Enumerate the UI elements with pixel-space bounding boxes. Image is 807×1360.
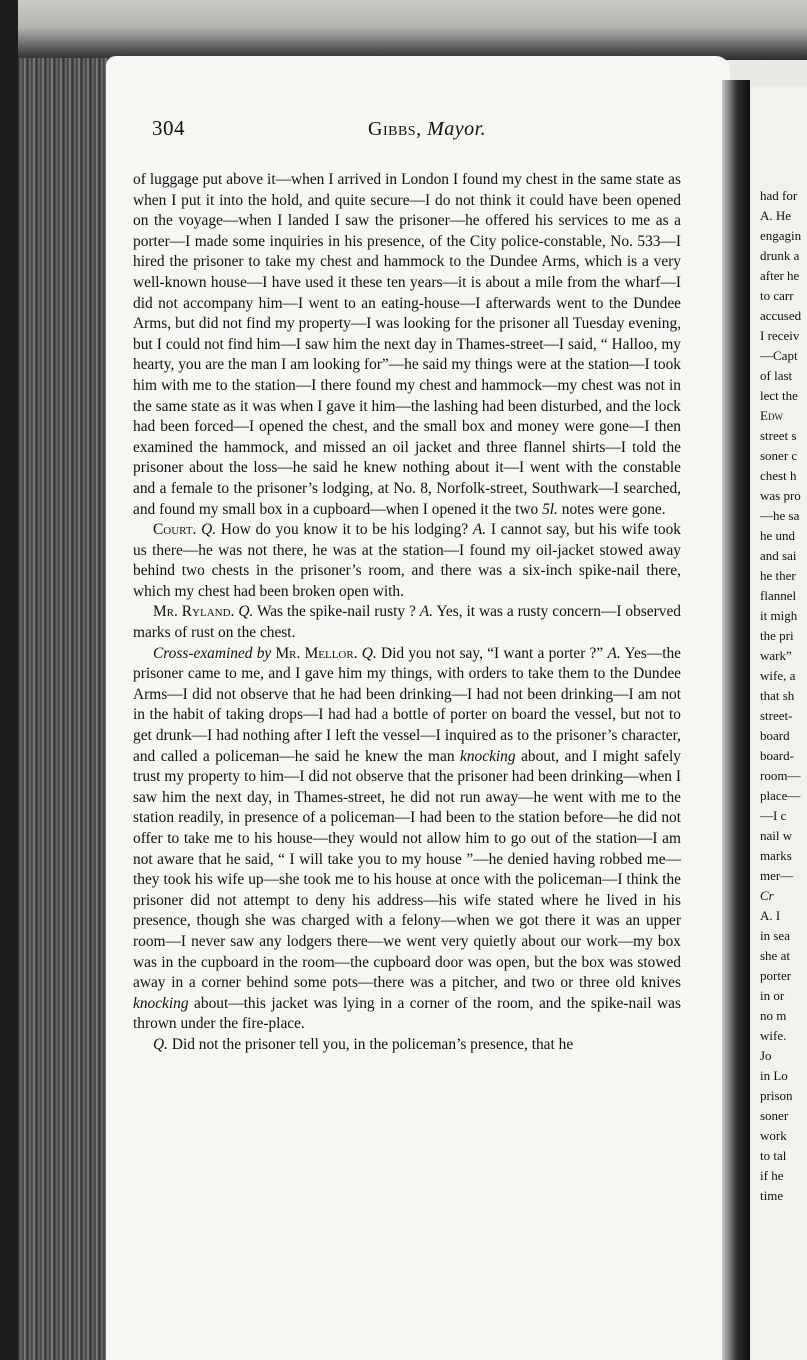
right-page-line: A. I: [760, 908, 781, 923]
answer-marker: A.: [419, 603, 433, 621]
right-page-line: prison: [760, 1088, 793, 1103]
question-text: Did not the prisoner tell you, in the policeman’s presence, that he: [171, 1035, 574, 1053]
right-page-line: mer—: [760, 868, 794, 883]
right-page-line: street s: [760, 428, 797, 443]
right-page-line: street-: [760, 708, 793, 723]
speaker-ryland: Mr. Ryland.: [153, 603, 235, 621]
right-page-line: that sh: [760, 688, 795, 703]
answer-marker: A.: [472, 521, 487, 539]
right-page-line: wark”: [760, 648, 792, 663]
right-page-line: in sea: [760, 928, 790, 943]
right-page-line: drunk a: [760, 248, 800, 263]
right-page-line: porter: [760, 968, 792, 983]
answer-text: Yes, it was a rusty concern—I observed marks of rust on the chest.: [133, 603, 681, 642]
right-page-line: marks: [760, 848, 792, 863]
speaker-mellor: Mr. Mellor.: [275, 644, 358, 662]
right-page-line: Cr: [760, 888, 774, 903]
answer-marker: A.: [607, 644, 621, 662]
question-text: Did you not say, “I want a porter ?”: [381, 644, 604, 662]
book-background-top: [0, 0, 807, 60]
right-page-line: in or: [760, 988, 785, 1003]
right-page-line: I receiv: [760, 328, 800, 343]
knocking-word: knocking: [133, 994, 189, 1012]
book-outer-edge: [0, 0, 18, 1360]
answer-text-end: about—this jacket was lying in a corner of the room, and the spike-nail was thrown under the fire-place.: [133, 994, 681, 1033]
right-page-line: accused: [760, 308, 802, 323]
right-page-line: to tal: [760, 1148, 787, 1163]
right-page-line: flannel: [760, 588, 797, 603]
testimony-text: of luggage put above it—when I arrived in London I found my chest in the same state as when I put it into the hold, and quite secure—I do not think it could have been opened on the voyage—when I landed I saw the prisoner—he offered his services to me as a porter—I made some inquiries in his presence, of the City police-constable, No. 533—I hired the prisoner to take my chest and hammock to the Dundee Arms, which is a very well-known house—I have used it these ten years—it is about a mile from the wharf—I did not accompany him—I went to an eating-house—I afterwards went to the Dundee Arms, but did not find my property—I was looking for the prisoner all Tuesday evening, but I could not find him—I saw him the next day in Thames-street—I said, “ Halloo, my hearty, you are the man I am looking for”—he said my things were at the station—I took him with me to the station—I there found my chest and hammock—my chest was not in the same state as it was when I gave it him—the lashing had been disturbed, and the lock had been forced—I opened the chest, and the small box and money were gone—I then examined the hammock, and missed an oil jacket and three flannel shirts—I told the prisoner about the loss—he said he knew nothing about it—I went with the constable and a female to the prisoner’s lodging, at No. 8, Norfolk-street, Southwark—I searched, and found my small box in a cupboard—when I opened it the two: [133, 171, 681, 518]
answer-text: Yes—the prisoner came to me, and I gave him my things, with orders to take them to the Dundee Arms—I did not observe that he had been drinking—I had not been drinking—I am not in the habit of taking drops—I had had a bottle of porter on board the vessel, but not to get drunk—I had nothing after I left the vessel—I inquired as to the prisoner’s character, and called a policeman—he said he knew the man: [133, 644, 681, 765]
right-page-line: he und: [760, 528, 796, 543]
right-page-line: after he: [760, 268, 800, 283]
right-page-line: if he: [760, 1168, 784, 1183]
question-marker: Q.: [201, 521, 217, 539]
right-page-line: the pri: [760, 628, 794, 643]
right-page-line: —he sa: [760, 508, 800, 523]
speaker-court: Court.: [153, 521, 197, 539]
right-page-line: she at: [760, 948, 790, 963]
right-page-line: work: [760, 1128, 787, 1143]
right-page-line: he ther: [760, 568, 796, 583]
right-page-line: time: [760, 1188, 784, 1203]
right-page-line: it migh: [760, 608, 798, 623]
right-page-line: —Capt: [760, 348, 798, 363]
knocking-word: knocking: [460, 747, 516, 765]
paragraph-testimony: [133, 170, 681, 520]
right-page-line: wife, a: [760, 668, 796, 683]
right-page-line: had for: [760, 188, 798, 203]
right-page-line: soner c: [760, 448, 798, 463]
question-marker: Q.: [153, 1035, 168, 1053]
right-page: [750, 86, 807, 1360]
question-text: Was the spike-nail rusty ?: [256, 603, 416, 621]
page-number: 304: [152, 116, 185, 140]
right-page-line: —I c: [760, 808, 787, 823]
paragraph-cross-examination: [133, 644, 681, 1035]
right-page-line: Edw: [760, 408, 783, 423]
right-page-line: lect the: [760, 388, 798, 403]
right-page-line: of last: [760, 368, 793, 383]
right-page-line: chest h: [760, 468, 797, 483]
right-page-line: A. He: [760, 208, 792, 223]
testimony-end: notes were gone.: [561, 500, 666, 518]
question-marker: Q.: [361, 644, 377, 662]
right-page-line: to carr: [760, 288, 794, 303]
answer-text-continued: about, and I might safely trust my property to him—I did not observe that the prisoner had been drinking—when I saw him the next day, in Thames-street, he did not run away—he went with me to the station readily, in presence of a policeman—I had been to the station before—he did not offer to take me to his house—they would not allow him to go out of the station—I am not aware that he said, “ I will take you to my house ”—he denied having robbed me—they took his wife up—she took me to his house at once with the policeman—I think the prisoner did not attempt to deny his address—his wife stated where he lived in his presence, though she was charged with a felony—when we got there it was an upper room—I never saw any lodgers there—we went very quietly about our work—my box was in the cupboard in the room—the cupboard door was open, but the box was stowed away in a corner behind some pots—there was a pitcher, and two or three old knives: [133, 747, 681, 992]
running-head-name: Gibbs,: [368, 118, 422, 140]
right-page-line: no m: [760, 1008, 787, 1023]
right-page-line: nail w: [760, 828, 793, 843]
book-gutter: [722, 80, 750, 1360]
right-page-line: soner: [760, 1108, 789, 1123]
question-marker: Q.: [238, 603, 254, 621]
right-page-text: [760, 186, 807, 1206]
right-page-line: board-: [760, 748, 794, 763]
right-page-line: and sai: [760, 548, 797, 563]
question-text: How do you know it to be his lodging?: [220, 521, 469, 539]
right-page-line: engagin: [760, 228, 802, 243]
right-page-line: board: [760, 728, 790, 743]
right-page-line: room—: [760, 768, 801, 783]
money-amount: 5l.: [542, 500, 558, 518]
answer-text: I cannot say, but his wife took us there—he was not there, he was at the station—I found my oil-jacket stowed away behind two chests in the prisoner’s room, and there was a six-inch spike-nail there, which my chest had been broken open with.: [133, 521, 681, 600]
right-page-line: in Lo: [760, 1068, 788, 1083]
right-page-line: was pro: [760, 488, 801, 503]
trial-text: [133, 170, 681, 1056]
page-block-edge: [18, 58, 110, 1360]
cross-examined-label: Cross-examined by: [153, 644, 272, 662]
running-head: [368, 118, 486, 141]
right-page-line: Jo: [760, 1048, 772, 1063]
right-page-line: place—: [760, 788, 801, 803]
paragraph-ryland-question: [133, 602, 681, 643]
right-page-line: wife.: [760, 1028, 787, 1043]
running-head-title: Mayor.: [427, 118, 487, 140]
paragraph-court-question: [133, 520, 681, 602]
paragraph-final-question: [133, 1035, 681, 1056]
